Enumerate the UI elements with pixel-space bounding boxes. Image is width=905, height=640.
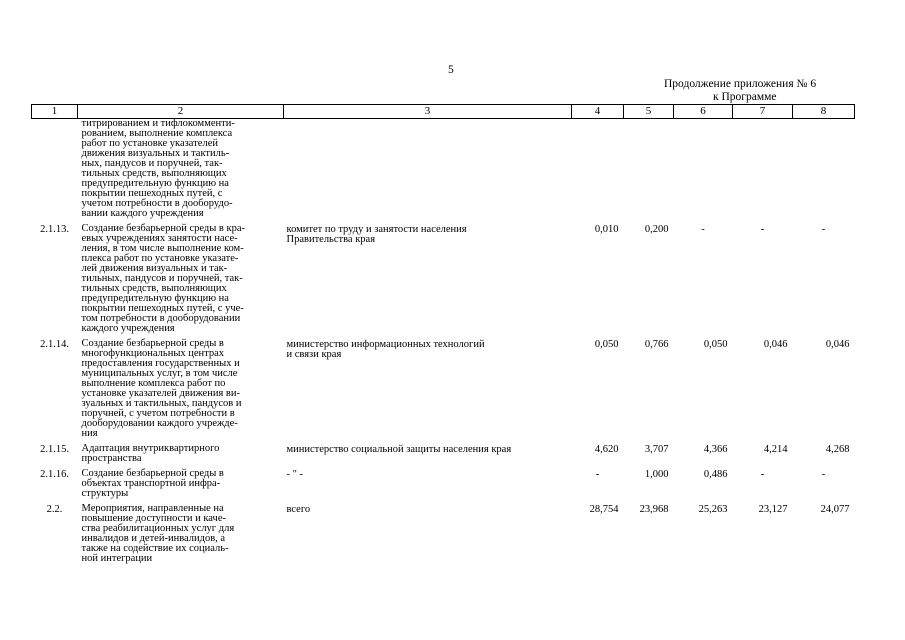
col-header-1: 1: [32, 105, 78, 119]
col-header-7: 7: [733, 105, 793, 119]
text-line: министерство социальной защиты населения края: [286, 444, 512, 455]
table-row: [32, 224, 855, 334]
text-line: установке указателей движения ви-: [81, 388, 240, 399]
row-number: [32, 469, 78, 499]
text-line: также на содействие их социаль-: [81, 543, 229, 554]
value-col-5: [624, 119, 674, 220]
text-line: плекса работ по установке указате-: [81, 253, 239, 264]
value-text: 4,366: [703, 444, 728, 455]
activity-description: [78, 224, 284, 334]
text-line: ства реабилитационных услуг для: [81, 523, 235, 534]
text-line: вании каждого учреждения: [81, 208, 204, 219]
table-row-continued: [32, 119, 855, 220]
text-line: рованием, выполнение комплекса: [81, 128, 233, 139]
text-line: Создание безбарьерной среды в: [81, 468, 224, 479]
text-line: ления, в том числе выполнение ком-: [81, 243, 244, 254]
value-text: 23,127: [758, 504, 788, 515]
value-col-5: [624, 469, 674, 499]
value-text: 0,046: [763, 339, 788, 350]
text-line: Правительства края: [286, 234, 376, 245]
value-col-4: [572, 224, 624, 334]
activity-description: [78, 469, 284, 499]
value-text: 0,010: [594, 224, 619, 235]
text-line: Мероприятия, направленные на: [81, 503, 224, 514]
col-header-6: 6: [674, 105, 733, 119]
text-line: учетом потребности в дооборудо-: [81, 198, 233, 209]
value-col-5: [624, 339, 674, 439]
value-text: 0,046: [825, 339, 850, 350]
text-line: предоставления государственных и: [81, 358, 240, 369]
text-line: всего: [286, 504, 311, 515]
value-text: -: [760, 224, 765, 235]
text-line: тильных, пандусов и поручней, так-: [81, 273, 243, 284]
responsible-body: [284, 469, 572, 499]
value-col-8: [793, 119, 855, 220]
row-number-text: 2.1.16.: [40, 469, 69, 480]
continuation-title: Продолжение приложения № 6: [664, 78, 817, 90]
responsible-body: [284, 504, 572, 564]
value-col-6: [674, 469, 733, 499]
value-col-7: [733, 119, 793, 220]
value-text: -: [595, 469, 600, 480]
text-line: предупредительную функцию на: [81, 178, 229, 189]
value-text: 28,754: [589, 504, 619, 515]
text-line: Создание безбарьерной среды в кра-: [81, 223, 245, 234]
value-col-6: [674, 339, 733, 439]
text-line: - " -: [286, 469, 304, 480]
value-col-6: [674, 504, 733, 564]
value-text: 0,050: [703, 339, 728, 350]
value-col-8: [793, 339, 855, 439]
activity-description: [78, 339, 284, 439]
responsible-body: [284, 339, 572, 439]
text-line: титрированием и тифлокомменти-: [81, 118, 235, 129]
table-body: [32, 119, 855, 565]
text-line: дооборудовании каждого учрежде-: [81, 418, 238, 429]
value-col-4: [572, 444, 624, 464]
row-number-text: 2.1.14.: [40, 339, 69, 350]
value-text: -: [821, 224, 826, 235]
value-text: 0,200: [644, 224, 669, 235]
text-line: тильных средств, выполняющих: [81, 168, 227, 179]
value-text: 0,050: [594, 339, 619, 350]
value-col-8: [793, 224, 855, 334]
value-col-7: [733, 504, 793, 564]
table-row: [32, 444, 855, 464]
text-line: инвалидов и детей-инвалидов, а: [81, 533, 226, 544]
value-text: 23,968: [639, 504, 669, 515]
value-col-4: [572, 504, 624, 564]
text-line: том потребности в дооборудовании: [81, 313, 241, 324]
activity-description: [78, 504, 284, 564]
text-line: движения визуальных и тактиль-: [81, 148, 230, 159]
responsible-body: [284, 119, 572, 220]
text-line: структуры: [81, 488, 129, 499]
col-header-2: 2: [78, 105, 284, 119]
row-number-text: 2.1.13.: [40, 224, 69, 235]
value-text: 0,486: [703, 469, 728, 480]
page-number: 5: [448, 64, 454, 76]
value-col-7: [733, 469, 793, 499]
text-line: евых учреждениях занятости насе-: [81, 233, 238, 244]
text-line: комитет по труду и занятости населения: [286, 224, 467, 235]
text-line: Адаптация внутриквартирного: [81, 443, 220, 454]
row-number: [32, 444, 78, 464]
value-text: -: [701, 224, 705, 235]
value-text: 4,620: [594, 444, 619, 455]
activity-description: [78, 119, 284, 220]
text-line: работ по установке указателей: [81, 138, 218, 149]
text-line: каждого учреждения: [81, 323, 175, 334]
col-header-8: 8: [793, 105, 855, 119]
table-row: [32, 504, 855, 564]
value-col-7: [733, 339, 793, 439]
value-text: 25,263: [698, 504, 728, 515]
text-line: зуальных и тактильных, пандусов и: [81, 398, 242, 409]
row-number: [32, 504, 78, 564]
value-col-6: [674, 444, 733, 464]
value-text: 4,268: [825, 444, 850, 455]
continuation-subtitle: к Программе: [713, 91, 777, 103]
row-number: [32, 119, 78, 220]
text-line: объектах транспортной инфра-: [81, 478, 221, 489]
text-line: ния: [81, 428, 98, 439]
col-header-3: 3: [284, 105, 572, 119]
text-line: многофункциональных центрах: [81, 348, 225, 359]
value-text: 24,077: [820, 504, 850, 515]
value-col-5: [624, 504, 674, 564]
text-line: поручней, с учетом потребности в: [81, 408, 235, 419]
text-line: покрытии пешеходных путей, с: [81, 188, 223, 199]
value-text: 3,707: [644, 444, 669, 455]
text-line: министерство информационных технологий: [286, 339, 485, 350]
value-col-8: [793, 504, 855, 564]
value-col-7: [733, 444, 793, 464]
activity-description: [78, 444, 284, 464]
value-text: 4,214: [763, 444, 788, 455]
value-text: 1,000: [644, 469, 669, 480]
value-col-7: [733, 224, 793, 334]
value-col-8: [793, 469, 855, 499]
row-number: [32, 224, 78, 334]
text-line: пространства: [81, 453, 142, 464]
value-col-5: [624, 444, 674, 464]
value-text: 0,766: [644, 339, 669, 350]
text-line: ных, пандусов и поручней, так-: [81, 158, 223, 169]
row-number: [32, 339, 78, 439]
text-line: Создание безбарьерной среды в: [81, 338, 224, 349]
col-header-5: 5: [624, 105, 674, 119]
text-line: повышение доступности и каче-: [81, 513, 226, 524]
text-line: выполнение комплекса работ по: [81, 378, 226, 389]
col-header-4: 4: [572, 105, 624, 119]
text-line: муниципальных услуг, в том числе: [81, 368, 238, 379]
responsible-body: [284, 444, 572, 464]
value-col-4: [572, 469, 624, 499]
value-col-6: [674, 224, 733, 334]
text-line: покрытии пешеходных путей, с уче-: [81, 303, 244, 314]
text-line: тильных средств, выполняющих: [81, 283, 227, 294]
row-number-text: 2.1.15.: [40, 444, 69, 455]
value-col-8: [793, 444, 855, 464]
row-number-text: 2.2.: [46, 504, 63, 515]
text-line: лей движения визуальных и так-: [81, 263, 228, 274]
responsible-body: [284, 224, 572, 334]
table-row: [32, 339, 855, 439]
header-row: [32, 105, 855, 119]
table-row: [32, 469, 855, 499]
value-text: -: [760, 469, 765, 480]
text-line: ной интеграции: [81, 553, 153, 564]
value-col-4: [572, 339, 624, 439]
text-line: и связи края: [286, 349, 342, 360]
value-text: -: [821, 469, 826, 480]
value-col-6: [674, 119, 733, 220]
value-col-4: [572, 119, 624, 220]
program-table: [31, 104, 855, 564]
value-col-5: [624, 224, 674, 334]
text-line: предупредительную функцию на: [81, 293, 229, 304]
